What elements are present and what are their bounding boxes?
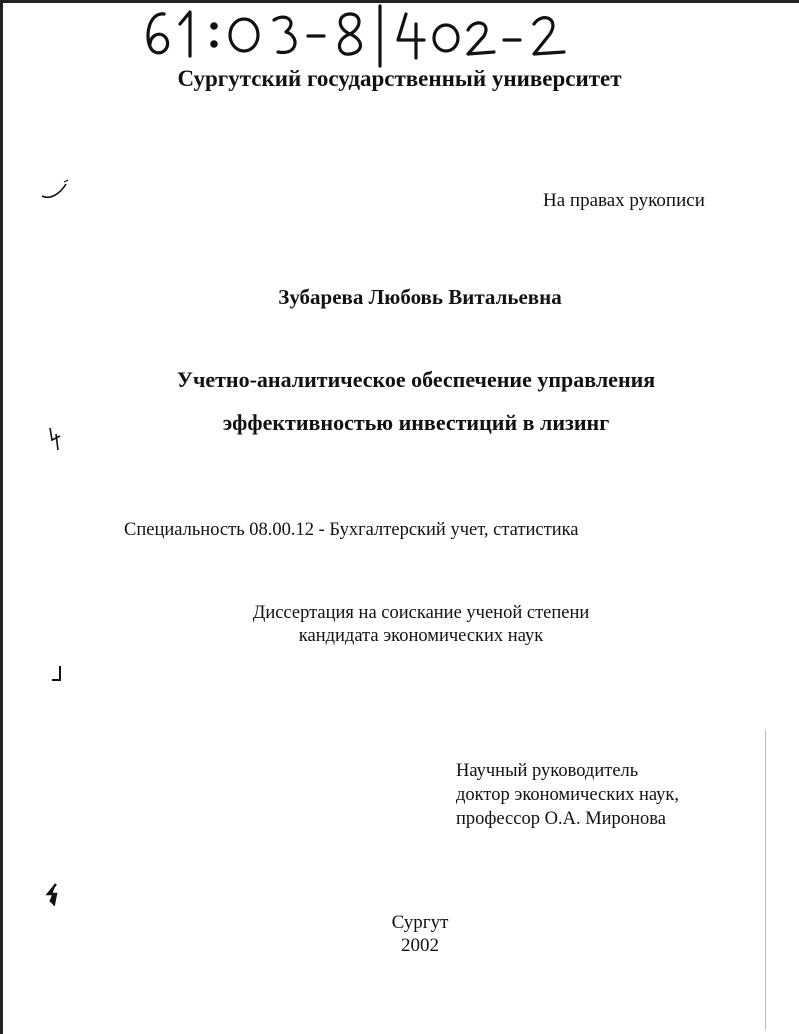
dissertation-title-line-2: эффективностью инвестиций в лизинг: [222, 410, 610, 435]
degree-statement-line-2: кандидата экономических наук: [298, 626, 544, 646]
margin-mark-1: [38, 178, 72, 204]
manuscript-rights-note: На правах рукописи: [543, 190, 705, 211]
specialty-line: Специальность 08.00.12 - Бухгалтерский учет, статистика: [124, 520, 579, 540]
margin-mark-3: [50, 664, 66, 684]
scan-edge-right: [765, 730, 766, 1030]
degree-statement-line-1: Диссертация на соискание ученой степени: [252, 603, 590, 623]
university-name: Сургутский государственный университет: [177, 66, 622, 91]
supervisor-name: профессор О.А. Миронова: [456, 809, 666, 829]
handwritten-archive-code: [128, 0, 588, 70]
supervisor-degree: доктор экономических наук,: [456, 785, 680, 805]
margin-mark-2: [44, 424, 64, 452]
year: 2002: [401, 935, 439, 956]
margin-mark-4: [44, 882, 62, 906]
supervisor-role: Научный руководитель: [456, 761, 639, 781]
author-name: Зубарева Любовь Витальевна: [278, 285, 562, 309]
city-name: Сургут: [391, 912, 449, 933]
scan-edge-left: [0, 0, 3, 1034]
dissertation-title-line-1: Учетно-аналитическое обеспечение управления: [176, 367, 656, 392]
